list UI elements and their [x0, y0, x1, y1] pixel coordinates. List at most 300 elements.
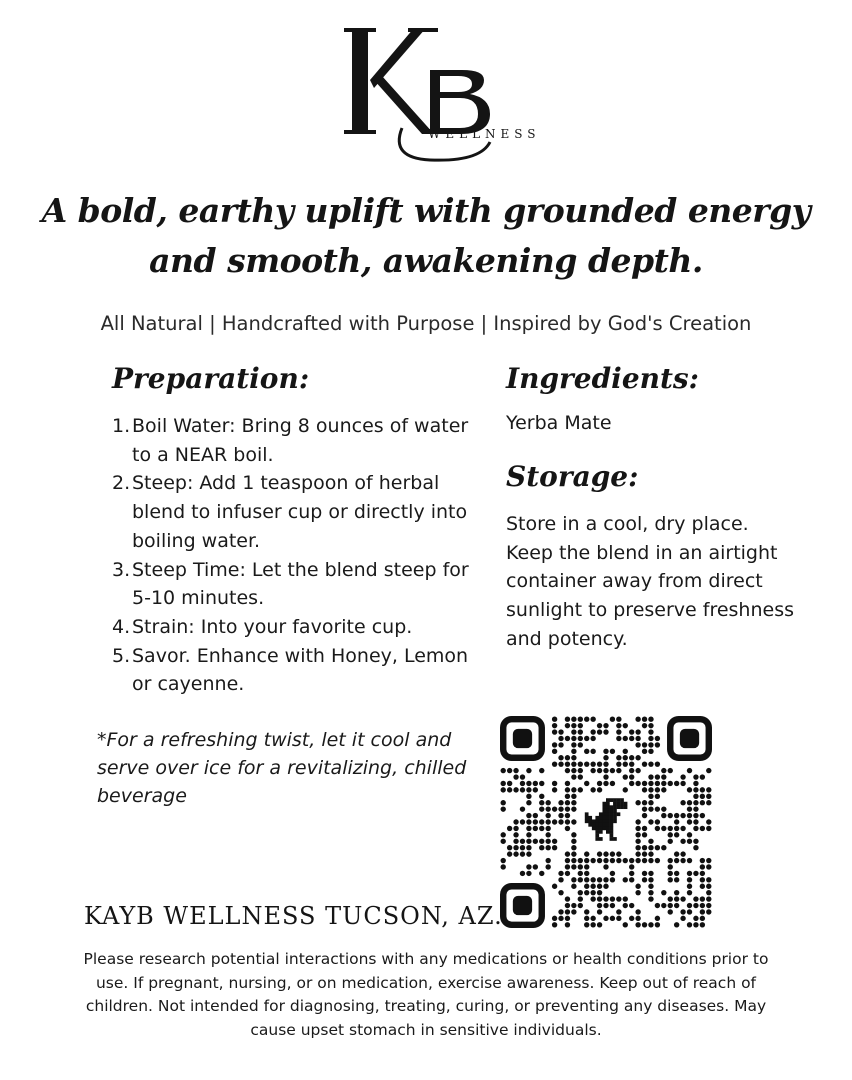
qr-module — [571, 717, 576, 722]
qr-module — [558, 871, 563, 876]
qr-module — [648, 723, 653, 728]
qr-finder-inner — [513, 729, 532, 748]
qr-module — [648, 742, 653, 747]
qr-module — [558, 916, 563, 921]
qr-module — [700, 909, 705, 914]
qr-module — [558, 729, 563, 734]
qr-module — [642, 877, 647, 882]
qr-module — [526, 794, 531, 799]
qr-module — [635, 800, 640, 805]
dinosaur-icon — [602, 812, 606, 816]
qr-module — [655, 774, 660, 779]
dinosaur-icon — [606, 812, 610, 816]
qr-module — [597, 877, 602, 882]
dinosaur-icon — [595, 823, 599, 827]
qr-module — [635, 858, 640, 863]
qr-module — [629, 877, 634, 882]
qr-module — [565, 896, 570, 901]
qr-module — [552, 781, 557, 786]
qr-module — [597, 909, 602, 914]
qr-module — [545, 832, 550, 837]
qr-module — [700, 858, 705, 863]
qr-module — [700, 896, 705, 901]
qr-module — [539, 800, 544, 805]
footer-brand: KAYB WELLNESS TUCSON, AZ. — [84, 902, 503, 930]
qr-module — [680, 813, 685, 818]
qr-module — [635, 781, 640, 786]
qr-module — [584, 761, 589, 766]
qr-module — [668, 781, 673, 786]
qr-module — [526, 787, 531, 792]
dinosaur-icon — [610, 823, 614, 827]
qr-module — [571, 755, 576, 760]
qr-module — [558, 819, 563, 824]
qr-module — [700, 916, 705, 921]
qr-module — [597, 851, 602, 856]
qr-module — [603, 903, 608, 908]
qr-module — [603, 768, 608, 773]
qr-module — [571, 806, 576, 811]
qr-module — [501, 800, 506, 805]
qr-module — [545, 813, 550, 818]
qr-module — [700, 922, 705, 927]
qr-module — [565, 858, 570, 863]
qr-module — [668, 877, 673, 882]
qr-module — [623, 877, 628, 882]
qr-module — [687, 839, 692, 844]
dinosaur-icon — [620, 805, 624, 809]
qr-module — [674, 871, 679, 876]
qr-module — [603, 896, 608, 901]
qr-module — [603, 774, 608, 779]
qr-module — [693, 871, 698, 876]
qr-module — [565, 723, 570, 728]
qr-module — [571, 839, 576, 844]
qr-module — [693, 845, 698, 850]
qr-module — [680, 851, 685, 856]
qr-module — [539, 768, 544, 773]
qr-module — [501, 864, 506, 869]
dinosaur-icon — [595, 830, 599, 834]
qr-module — [648, 922, 653, 927]
qr-module — [648, 877, 653, 882]
qr-module — [501, 832, 506, 837]
qr-module — [693, 922, 698, 927]
qr-module — [635, 742, 640, 747]
qr-module — [552, 884, 557, 889]
qr-module — [571, 884, 576, 889]
qr-module — [623, 755, 628, 760]
qr-module — [642, 845, 647, 850]
qr-module — [629, 774, 634, 779]
qr-module — [616, 916, 621, 921]
qr-module — [565, 819, 570, 824]
dinosaur-icon — [606, 798, 610, 802]
qr-module — [706, 768, 711, 773]
qr-module — [635, 729, 640, 734]
qr-module — [584, 864, 589, 869]
qr-module — [590, 736, 595, 741]
qr-module — [668, 864, 673, 869]
disclaimer: Please research potential interactions with any medications or health conditions prior to use. If pregnant, nursing, or on medication, exercise awareness. Keep out of reach of children. Not intended for diagnosing, treating, curing, or preventing any diseases. May cause upset stomach in sensitive individuals. — [83, 950, 769, 1039]
qr-module — [513, 768, 518, 773]
qr-module — [513, 832, 518, 837]
qr-module — [648, 717, 653, 722]
dinosaur-icon — [624, 802, 628, 806]
qr-module — [680, 800, 685, 805]
dinosaur-icon — [606, 802, 610, 806]
qr-module — [513, 826, 518, 831]
qr-module — [706, 858, 711, 863]
qr-module — [610, 896, 615, 901]
qr-module — [552, 922, 557, 927]
tagline-line-2: and smooth, awakening depth. — [149, 241, 703, 280]
qr-module — [661, 845, 666, 850]
qr-module — [642, 813, 647, 818]
qr-module — [513, 819, 518, 824]
dinosaur-icon — [595, 819, 599, 823]
qr-module — [648, 890, 653, 895]
qr-module — [571, 832, 576, 837]
qr-module — [578, 761, 583, 766]
step-number: 1. — [112, 415, 131, 437]
qr-module — [629, 781, 634, 786]
qr-module — [674, 890, 679, 895]
qr-module — [668, 909, 673, 914]
qr-module — [571, 903, 576, 908]
qr-module — [642, 749, 647, 754]
dinosaur-icon — [595, 816, 599, 820]
qr-module — [635, 916, 640, 921]
qr-module — [668, 896, 673, 901]
qr-module — [584, 717, 589, 722]
qr-module — [578, 896, 583, 901]
dinosaur-icon — [617, 802, 621, 806]
qr-module — [674, 813, 679, 818]
dinosaur-icon — [610, 812, 614, 816]
qr-module — [597, 729, 602, 734]
qr-module — [526, 871, 531, 876]
qr-module — [674, 781, 679, 786]
tagline-line-1: A bold, earthy uplift with grounded energy — [41, 191, 811, 230]
dinosaur-icon — [588, 816, 592, 820]
qr-module — [623, 896, 628, 901]
qr-module — [629, 916, 634, 921]
qr-module — [526, 851, 531, 856]
qr-module — [578, 736, 583, 741]
qr-module — [635, 768, 640, 773]
qr-module — [706, 864, 711, 869]
qr-module — [610, 717, 615, 722]
qr-module — [700, 903, 705, 908]
qr-module — [578, 877, 583, 882]
qr-module — [648, 781, 653, 786]
qr-module — [616, 755, 621, 760]
qr-module — [680, 896, 685, 901]
qr-module — [610, 749, 615, 754]
qr-module — [545, 819, 550, 824]
qr-module — [603, 884, 608, 889]
qr-module — [642, 832, 647, 837]
qr-module — [552, 787, 557, 792]
qr-module — [520, 845, 525, 850]
qr-module — [552, 742, 557, 747]
qr-module — [526, 864, 531, 869]
qr-module — [610, 768, 615, 773]
qr-module — [648, 787, 653, 792]
qr-module — [578, 787, 583, 792]
dinosaur-icon — [606, 805, 610, 809]
qr-module — [700, 826, 705, 831]
qr-module — [687, 787, 692, 792]
qr-finder-inner — [513, 896, 532, 915]
storage-text: Store in a cool, dry place. Keep the blend in an airtight container away from direct sunlight to preserve freshness and potency. — [506, 513, 795, 650]
qr-module — [687, 890, 692, 895]
qr-module — [584, 781, 589, 786]
qr-module — [558, 736, 563, 741]
qr-module — [565, 826, 570, 831]
dinosaur-icon — [599, 812, 603, 816]
qr-module — [590, 916, 595, 921]
qr-module — [706, 819, 711, 824]
qr-module — [642, 717, 647, 722]
qr-module — [533, 819, 538, 824]
qr-module — [533, 813, 538, 818]
qr-module — [655, 806, 660, 811]
qr-module — [648, 800, 653, 805]
qr-module — [545, 845, 550, 850]
qr-module — [501, 806, 506, 811]
dinosaur-icon — [595, 837, 599, 841]
dinosaur-icon — [613, 812, 617, 816]
qr-module — [661, 806, 666, 811]
qr-module — [693, 800, 698, 805]
qr-module — [526, 781, 531, 786]
qr-module — [597, 787, 602, 792]
qr-module — [520, 781, 525, 786]
qr-module — [655, 826, 660, 831]
dinosaur-icon — [602, 823, 606, 827]
qr-module — [526, 800, 531, 805]
qr-module — [597, 922, 602, 927]
qr-module — [668, 858, 673, 863]
qr-module — [674, 922, 679, 927]
qr-module — [571, 723, 576, 728]
qr-module — [616, 717, 621, 722]
qr-module — [571, 851, 576, 856]
qr-module — [501, 768, 506, 773]
qr-module — [578, 729, 583, 734]
qr-module — [680, 826, 685, 831]
qr-module — [590, 761, 595, 766]
qr-module — [635, 890, 640, 895]
qr-module — [648, 839, 653, 844]
qr-module — [616, 768, 621, 773]
qr-module — [642, 851, 647, 856]
qr-code-icon[interactable] — [500, 716, 712, 928]
qr-module — [655, 742, 660, 747]
qr-module — [642, 858, 647, 863]
dinosaur-icon — [595, 826, 599, 830]
dinosaur-icon — [610, 809, 614, 813]
dinosaur-icon — [606, 809, 610, 813]
qr-module — [661, 826, 666, 831]
qr-module — [661, 903, 666, 908]
qr-module — [623, 761, 628, 766]
qr-module — [571, 749, 576, 754]
qr-module — [680, 839, 685, 844]
qr-module — [533, 839, 538, 844]
qr-module — [590, 890, 595, 895]
qr-module — [565, 736, 570, 741]
qr-module — [552, 845, 557, 850]
qr-module — [648, 729, 653, 734]
qr-module — [610, 877, 615, 882]
qr-module — [584, 736, 589, 741]
qr-module — [642, 742, 647, 747]
qr-module — [552, 729, 557, 734]
qr-module — [693, 819, 698, 824]
qr-module — [571, 794, 576, 799]
qr-module — [655, 916, 660, 921]
qr-module — [616, 858, 621, 863]
qr-module — [565, 806, 570, 811]
qr-module — [571, 761, 576, 766]
qr-module — [687, 806, 692, 811]
qr-module — [680, 858, 685, 863]
list-item — [112, 556, 482, 613]
qr-module — [597, 723, 602, 728]
qr-module — [603, 781, 608, 786]
dinosaur-icon — [613, 816, 617, 820]
qr-module — [680, 774, 685, 779]
qr-module — [558, 909, 563, 914]
qr-module — [501, 781, 506, 786]
dinosaur-icon — [613, 802, 617, 806]
dinosaur-icon — [617, 805, 621, 809]
dinosaur-icon — [599, 837, 603, 841]
qr-module — [501, 839, 506, 844]
ingredients-heading: Ingredients: — [506, 362, 700, 395]
qr-module — [655, 794, 660, 799]
dinosaur-icon — [602, 802, 606, 806]
qr-module — [507, 845, 512, 850]
qr-module — [571, 864, 576, 869]
qr-module — [552, 916, 557, 921]
qr-module — [533, 864, 538, 869]
step-text: Steep: Add 1 teaspoon of herbal blend to infuser cup or directly into boiling water. — [132, 472, 468, 552]
qr-module — [552, 749, 557, 754]
qr-module — [642, 787, 647, 792]
qr-module — [558, 813, 563, 818]
qr-module — [674, 896, 679, 901]
qr-module — [565, 864, 570, 869]
qr-module — [603, 851, 608, 856]
qr-module — [520, 806, 525, 811]
qr-module — [700, 800, 705, 805]
dinosaur-icon — [606, 830, 610, 834]
qr-module — [603, 749, 608, 754]
dinosaur-icon — [610, 826, 614, 830]
dinosaur-icon — [613, 819, 617, 823]
qr-module — [533, 787, 538, 792]
qr-module — [603, 723, 608, 728]
dinosaur-icon — [624, 805, 628, 809]
qr-module — [629, 761, 634, 766]
qr-module — [635, 755, 640, 760]
qr-module — [578, 768, 583, 773]
qr-module — [545, 864, 550, 869]
qr-module — [668, 768, 673, 773]
qr-module — [507, 787, 512, 792]
qr-module — [616, 729, 621, 734]
qr-module — [648, 806, 653, 811]
dinosaur-icon — [620, 802, 624, 806]
qr-module — [680, 781, 685, 786]
qr-module — [565, 922, 570, 927]
qr-module — [578, 890, 583, 895]
dinosaur-icon — [617, 798, 621, 802]
qr-module — [693, 794, 698, 799]
tagline — [40, 186, 812, 286]
qr-module — [629, 736, 634, 741]
list-item — [112, 412, 482, 469]
qr-module — [590, 858, 595, 863]
dinosaur-icon — [595, 834, 599, 838]
dinosaur-icon — [613, 837, 617, 841]
qr-module — [648, 851, 653, 856]
qr-module — [680, 916, 685, 921]
subtitle: All Natural | Handcrafted with Purpose | Inspired by God's Creation — [100, 312, 752, 335]
qr-module — [526, 813, 531, 818]
qr-module — [603, 864, 608, 869]
qr-module — [629, 768, 634, 773]
qr-module — [655, 845, 660, 850]
qr-module — [635, 884, 640, 889]
qr-module — [700, 794, 705, 799]
step-text: Boil Water: Bring 8 ounces of water to a NEAR boil. — [132, 415, 469, 466]
qr-module — [520, 851, 525, 856]
qr-module — [635, 736, 640, 741]
qr-module — [584, 851, 589, 856]
qr-module — [700, 871, 705, 876]
qr-module — [526, 826, 531, 831]
qr-module — [526, 819, 531, 824]
qr-module — [616, 909, 621, 914]
ingredients-text: Yerba Mate — [506, 412, 612, 434]
qr-module — [565, 800, 570, 805]
qr-module — [590, 896, 595, 901]
qr-module — [526, 839, 531, 844]
qr-module — [533, 781, 538, 786]
qr-module — [539, 781, 544, 786]
qr-module — [526, 832, 531, 837]
qr-module — [513, 839, 518, 844]
qr-module — [545, 806, 550, 811]
qr-module — [661, 813, 666, 818]
qr-module — [597, 781, 602, 786]
brand-logo — [330, 18, 590, 168]
qr-module — [623, 787, 628, 792]
qr-module — [552, 806, 557, 811]
qr-module — [578, 717, 583, 722]
qr-module — [648, 794, 653, 799]
qr-module — [629, 903, 634, 908]
qr-module — [668, 871, 673, 876]
qr-module — [623, 723, 628, 728]
qr-module — [706, 884, 711, 889]
qr-module — [513, 851, 518, 856]
